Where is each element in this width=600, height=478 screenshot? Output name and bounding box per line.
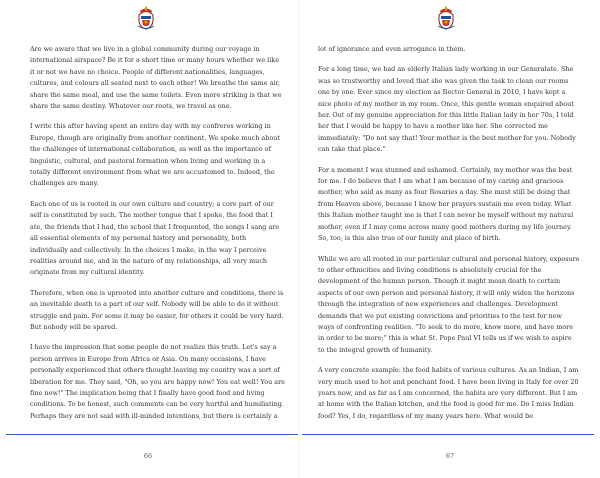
paragraph: Therefore, when one is uprooted into another culture and conditions, there is an inevitable death to a part of our self. Nobody will be able to do it without struggle and pain. For some it may be easier, for others it could be very hard. But nobody will be spared. <box>30 288 284 331</box>
page-number: 67 <box>445 452 455 460</box>
paragraph: A very concrete example: the food habits of various cultures. As an Indian, I am very much used to hot and penchant food. I have been living in Italy for over 20 years now, and as far as I am concerned, the habits are very different. But I am at home with the Italian kitchen, and the food is good for me. Do I miss Indian food? Yes, I do, regardless of my many years here. What would be <box>318 366 579 420</box>
paragraph: I write this after having spent an entire day with my confreres working in Europe, though are originally from another continent. We spoke much about the challenges of international collaboration, as well as the importance of linguistic, cultural, and pastoral formation when living and working in a totally different environment from what we are accustomed to. Indeed, the challenges are many. <box>30 122 280 188</box>
paragraph: For a moment I was stunned and ashamed. Certainly, my mother was the best for me. I do believe that I am what I am because of my caring and gracious mother, who said as many as four Rosaries a day. She must still be doing that from Heaven above, because I know her prayers sustain me even today. What this Italian mother taught me is that I can never be myself without my natural mother, even if I may come across many good mothers during my life journey. So, too, is this also true of our family and place of birth. <box>318 165 574 243</box>
paragraph: Are we aware that we live in a global community during our voyage in international airspace? Be it for a short time or many hours whether we like it or not we have no choice. People of different nationalities, languages, cultures, and colours all seated next to each other! We breathe the same air, share the same meal, and use the same toilets. Even more striking is that we share the same destiny. Whatever our roots, we travel as one. <box>30 45 282 111</box>
paragraph: I have the impression that some people do not realize this truth. Let's say a person arrives in Europe from Africa or Asia. On many occasions, I have personally experienced that others thought leaving my country was a sort of liberation for me. They said, "Oh, so you are happy now! You eat well! You are fine now!" The implication being that I finally have good food and living conditions. To be honest, such comments can be very hurtful and humiliating. Perhaps they are not said with ill-minded intentions, but there is certainly a <box>30 343 285 420</box>
right-page <box>300 0 600 478</box>
coat-of-arms-icon <box>436 6 456 30</box>
paragraph: While we are all rooted in our particular cultural and personal history, exposure to other ethnicities and living conditions is absolutely crucial for the development of the human person. Though it might mean death to certain aspects of our own person and personal history, it will only widen the horizons through the integration of new experiences and challenges. Development demands that we put existing convictions and priorities to the test for new ways of confronting realities. "To seek to do more, know more, and have more in order to be more;" this is what St. Pope Paul VI tells us if we wish to aspire to the integral growth of humanity. <box>318 254 580 354</box>
paragraph: Each one of us is rooted in our own culture and country; a core part of our self is constituted by such. The mother tongue that I spoke, the food that I ate, the friends that I had, the school that I frequented, the songs I sang are all essential elements of my personal history and personality, both individually and collectively. In the choices I make, in the way I perceive realities around me, and in the nature of my relationships, all very much originate from my cultural identity. <box>30 199 280 277</box>
right-page-text <box>318 44 580 431</box>
page-number: 66 <box>143 452 153 460</box>
paragraph: For a long time, we had an elderly Italian lady working in our Generalate. She was so trustworthy and loved that she was given the task to clean our rooms one by one. Ever since my election as Rector General in 2010, I have kept a nice photo of my mother in my room. Once, this gentle woman enquired about her. Out of my genuine appreciation for this little Italian lady in her 70s, I told her that I would be happy to have a mother like her. She corrected me immediately: "Do not say that! Your mother is the best mother for you. Nobody can take that place." <box>318 65 576 154</box>
left-page-text <box>30 44 285 431</box>
footer-rule <box>6 434 298 435</box>
paragraph: lot of ignorance and even arrogance in them. <box>318 45 466 53</box>
footer-rule <box>302 434 594 435</box>
coat-of-arms-icon <box>136 6 156 30</box>
